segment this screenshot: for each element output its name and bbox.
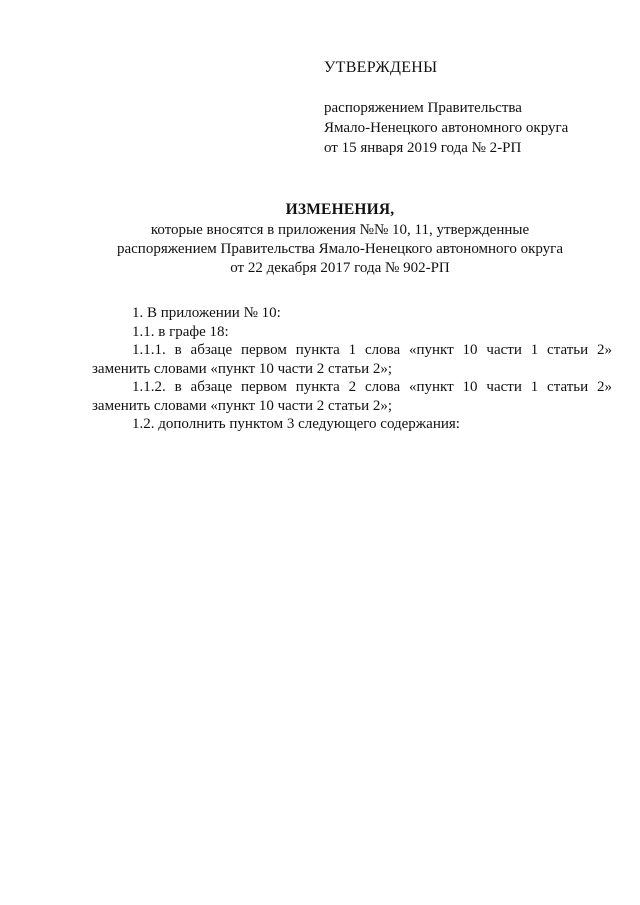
paragraph-item-1-1-1-line-2: заменить словами «пункт 10 части 2 статьи 2»; [92, 360, 393, 377]
document-body [92, 304, 612, 434]
heading-line-1: которые вносятся в приложения №№ 10, 11, утвержденные [150, 222, 530, 238]
heading-line-2: распоряжением Правительства Ямало-Ненецкого автономного округа [116, 241, 563, 257]
paragraph-item-1: 1. В приложении № 10: [132, 305, 281, 321]
approval-line-1: распоряжением Правительства [324, 100, 522, 116]
paragraph-item-1-1-2-line-2: заменить словами «пункт 10 части 2 статьи 2»; [92, 397, 393, 414]
approval-line-3: от 15 января 2019 года № 2-РП [324, 140, 522, 156]
paragraph-item-1-1-2-line-1: 1.1.2. в абзаце первом пункта 2 слова «пункт 10 части 1 статьи 2» [132, 379, 612, 395]
heading-title: ИЗМЕНЕНИЯ, [285, 201, 395, 218]
approval-title: УТВЕРЖДЕНЫ [324, 59, 438, 76]
paragraph-item-1-2: 1.2. дополнить пунктом 3 следующего содержания: [132, 416, 460, 432]
approval-block [324, 58, 624, 158]
document-heading [80, 200, 600, 278]
approval-line-2: Ямало-Ненецкого автономного округа [324, 120, 569, 136]
paragraph-item-1-1-1-line-1: 1.1.1. в абзаце первом пункта 1 слова «пункт 10 части 1 статьи 2» [132, 342, 612, 358]
paragraph-item-1-1: 1.1. в графе 18: [132, 323, 229, 340]
heading-line-3: от 22 декабря 2017 года № 902-РП [230, 260, 450, 276]
